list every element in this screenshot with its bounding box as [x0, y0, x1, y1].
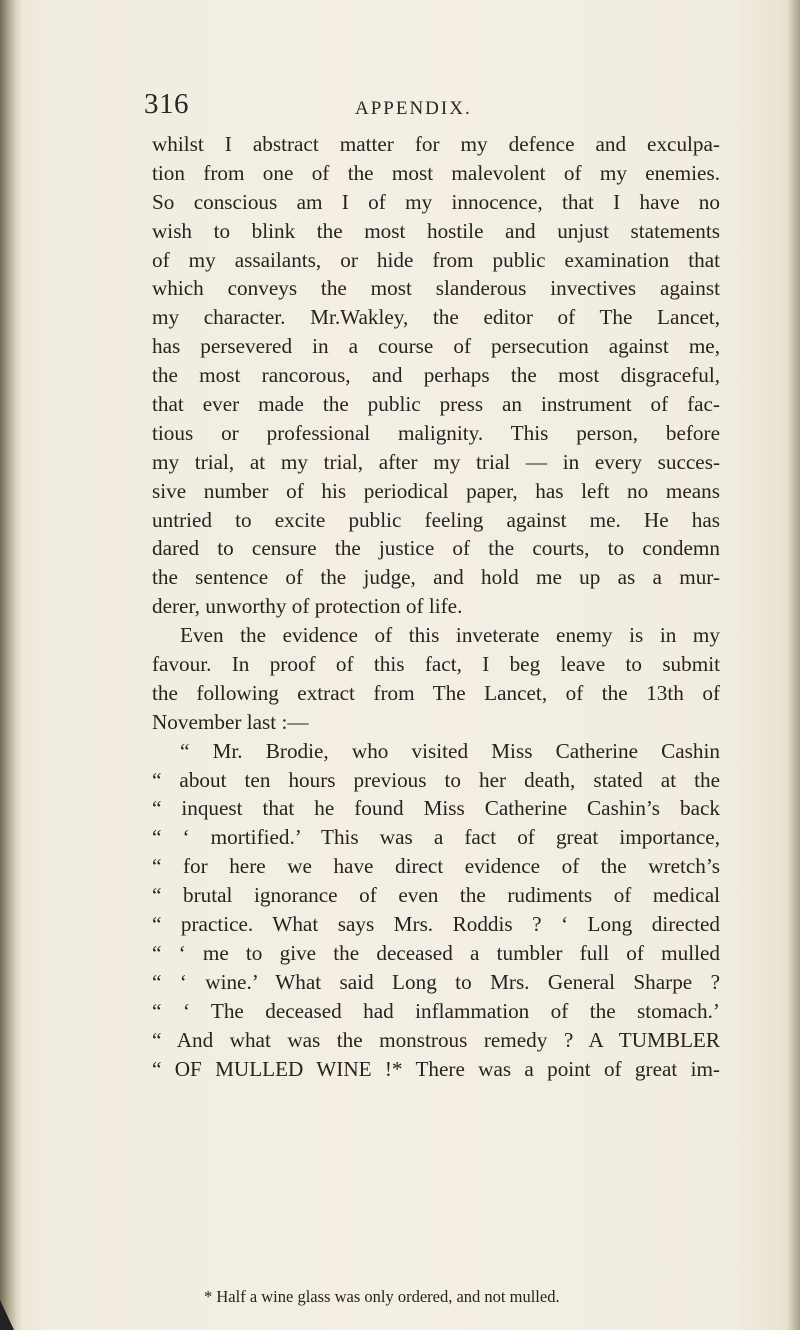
quote-line: “ And what was the monstrous remedy ? A TUMBLER [152, 1027, 720, 1052]
quote-line: “ brutal ignorance of even the rudiments of medical [152, 883, 720, 908]
text-line: has persevered in a course of persecution against me, [152, 334, 720, 359]
quote-line: “ OF MULLED WINE !* There was a point of great im- [152, 1056, 720, 1081]
text-line: favour. In proof of this fact, I beg leave to submit [152, 652, 720, 677]
text-line: of my assailants, or hide from public examination that [152, 247, 720, 272]
text-line: untried to excite public feeling against me. He has [152, 507, 720, 532]
quote-line: “ for here we have direct evidence of the wretch’s [152, 854, 720, 879]
quote-line: “ Mr. Brodie, who visited Miss Catherine Cashin [180, 738, 720, 763]
text-line: dared to censure the justice of the courts, to condemn [152, 536, 720, 561]
running-head: APPENDIX. [355, 98, 472, 119]
text-line: wish to blink the most hostile and unjust statements [152, 218, 720, 243]
text-line: that ever made the public press an instrument of fac- [152, 392, 720, 417]
text-line: tion from one of the most malevolent of my enemies. [152, 160, 720, 185]
corner-mark [0, 1300, 14, 1330]
text-line: whilst I abstract matter for my defence and exculpa- [152, 132, 720, 156]
quote-line: “ ‘ The deceased had inflammation of the stomach.’ [152, 998, 720, 1023]
quote-line: “ inquest that he found Miss Catherine Cashin’s back [152, 796, 720, 821]
page-edge-right [786, 0, 800, 1330]
page-header [144, 88, 704, 132]
quote-line: “ ‘ me to give the deceased a tumbler full of mulled [152, 940, 720, 965]
quote-line: “ about ten hours previous to her death, stated at the [152, 767, 720, 792]
text-line: the most rancorous, and perhaps the most disgraceful, [152, 363, 720, 388]
text-line: my trial, at my trial, after my trial — in every succes- [152, 449, 720, 474]
text-line: which conveys the most slanderous invectives against [152, 276, 720, 301]
binding-shadow-left [0, 0, 22, 1330]
text-line: Even the evidence of this inveterate enemy is in my [180, 623, 720, 648]
footnote: * Half a wine glass was only ordered, and not mulled. [204, 1287, 560, 1306]
quote-line: “ ‘ mortified.’ This was a fact of great importance, [152, 825, 720, 850]
text-line: November last :— [152, 709, 309, 734]
text-line: my character. Mr.Wakley, the editor of The Lancet, [152, 305, 720, 330]
text-line: the sentence of the judge, and hold me up as a mur- [152, 565, 720, 590]
text-line: So conscious am I of my innocence, that I have no [152, 189, 720, 214]
quote-line: “ practice. What says Mrs. Roddis ? ‘ Long directed [152, 912, 720, 937]
text-line: the following extract from The Lancet, of the 13th of [152, 680, 720, 705]
quote-line: “ ‘ wine.’ What said Long to Mrs. General Sharpe ? [152, 969, 720, 994]
text-line: derer, unworthy of protection of life. [152, 594, 463, 619]
text-line: sive number of his periodical paper, has left no means [152, 478, 720, 503]
text-line: tious or professional malignity. This person, before [152, 420, 720, 445]
page-number: 316 [144, 88, 189, 120]
body-text [152, 130, 720, 1083]
